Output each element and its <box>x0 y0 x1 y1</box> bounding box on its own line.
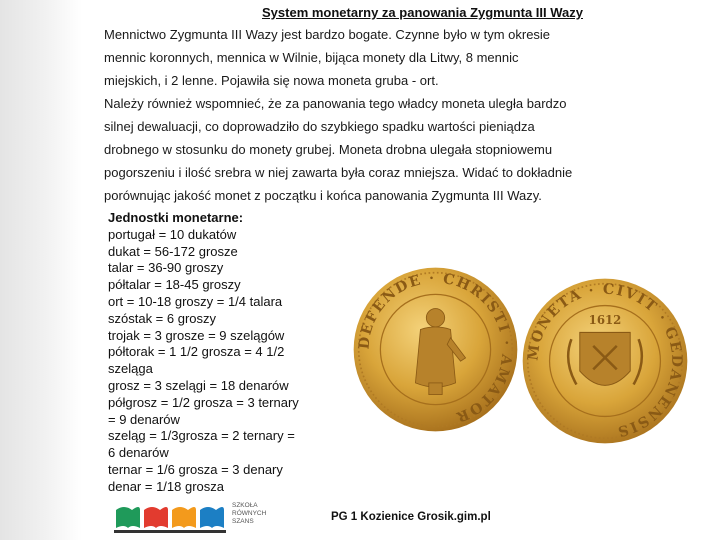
unit-line: grosz = 3 szelągi = 18 denarów <box>108 377 289 393</box>
footer-caption: PG 1 Kozienice Grosik.gim.pl <box>331 511 491 523</box>
szkola-rownych-szans-logo <box>112 498 272 536</box>
unit-line: = 9 denarów <box>108 411 180 427</box>
unit-line: półtorak = 1 1/2 grosza = 4 1/2 <box>108 344 285 360</box>
monetary-units-list <box>108 210 299 496</box>
gold-coin-reverse-image <box>521 277 689 445</box>
unit-line: szeląg = 1/3grosza = 2 ternary = <box>108 428 295 444</box>
paragraph-line: miejskich, i 2 lenne. Pojawiła się nowa moneta gruba - ort. <box>104 73 439 88</box>
logo-text-line: RÓWNYCH <box>232 510 267 517</box>
unit-line: szeląga <box>108 361 153 377</box>
coin-year: 1612 <box>588 313 622 328</box>
paragraph-line: Należy również wspomnieć, że za panowania tego władcy moneta uległa bardzo <box>104 96 567 111</box>
coin-legend-right: MONETA · CIVIT · GEDANENSIS <box>525 281 685 440</box>
gold-coin-obverse-image <box>352 266 519 433</box>
unit-line: talar = 36-90 groszy <box>108 260 224 276</box>
unit-line: portugał = 10 dukatów <box>108 226 237 242</box>
unit-line: ternar = 1/6 grosza = 3 denary <box>108 461 283 477</box>
logo-text-line: SZKOŁA <box>232 502 258 509</box>
unit-line: szóstak = 6 groszy <box>108 310 217 326</box>
paragraph-line: Mennictwo Zygmunta III Wazy jest bardzo bogate. Czynne było w tym okresie <box>104 27 551 42</box>
unit-line: dukat = 56-172 grosze <box>108 243 238 259</box>
paragraph-line: mennic koronnych, mennica w Wilnie, bijąca monety dla Litwy, 8 mennic <box>104 50 519 65</box>
coin-legend-left: DEFENDE · CHRISTI · AMATOR <box>356 270 515 426</box>
unit-line: ort = 10-18 groszy = 1/4 talara <box>108 293 283 309</box>
left-decorative-gradient <box>0 0 82 540</box>
logo-text-line: SZANS <box>232 518 254 525</box>
unit-line: półtalar = 18-45 groszy <box>108 277 241 293</box>
unit-line: trojak = 3 grosze = 9 szelągów <box>108 327 285 343</box>
page-title: System monetarny za panowania Zygmunta III Wazy <box>262 5 583 20</box>
units-heading: Jednostki monetarne: <box>108 210 244 225</box>
books-icon <box>114 507 226 533</box>
paragraph-line: drobnego w stosunku do monety grubej. Moneta drobna ulegała stopniowemu <box>104 142 553 157</box>
unit-line: półgrosz = 1/2 grosza = 3 ternary <box>108 394 299 410</box>
paragraph-line: silnej dewaluacji, co doprowadziło do szybkiego spadku wartości pieniądza <box>104 119 535 134</box>
paragraph-line: porównując jakość monet z początku i końca panowania Zygmunta III Wazy. <box>104 188 542 203</box>
paragraph-line: pogorszeniu i ilość srebra w niej zawarta była coraz mniejsza. Widać to dokładnie <box>104 165 573 180</box>
unit-line: denar = 1/18 grosza <box>108 478 224 494</box>
unit-line: 6 denarów <box>108 445 169 461</box>
